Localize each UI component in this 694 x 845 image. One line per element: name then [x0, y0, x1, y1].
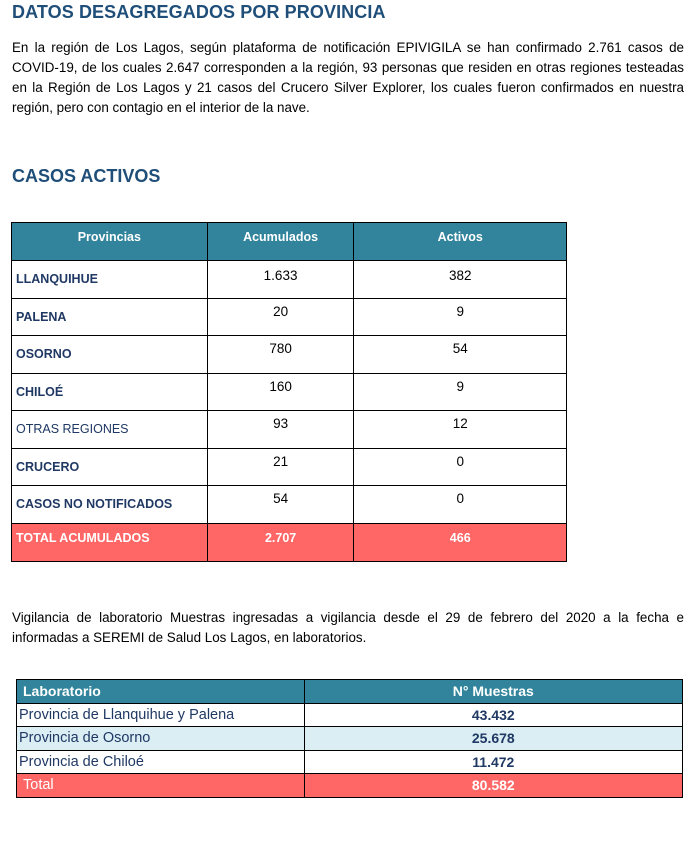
- laboratorio-cell: Provincia de Chiloé: [17, 750, 305, 774]
- provincia-cell: OTRAS REGIONES: [12, 411, 208, 449]
- activos-cell: 0: [354, 486, 567, 524]
- muestras-cell: 11.472: [304, 750, 682, 774]
- activos-cell: 0: [354, 448, 567, 486]
- activos-cell: 9: [354, 373, 567, 411]
- intro-paragraph: En la región de Los Lagos, según plataforma de notificación EPIVIGILA se han confirmado 2.761 casos de COVID-19, de los cuales 2.647 corresponden a la región, 93 personas que residen en otras regiones testeadas en la Región de Los Lagos y 21 casos del Crucero Silver Explorer, los cuales fueron confirmados en nuestra región, pero con contagio en el interior de la nave.: [12, 40, 684, 115]
- table-row: [12, 486, 567, 524]
- total-activos-cell: 466: [354, 523, 567, 561]
- acumulados-cell: 160: [207, 373, 354, 411]
- activos-cell: 9: [354, 298, 567, 336]
- total-label-cell: TOTAL ACUMULADOS: [12, 523, 208, 561]
- lab-paragraph: Vigilancia de laboratorio Muestras ingresadas a vigilancia desde el 29 de febrero del 2020 a la fecha e informadas a SEREMI de Salud Los Lagos, en laboratorios.: [12, 610, 684, 645]
- cases-table: [11, 222, 567, 562]
- section-heading-casos-activos: CASOS ACTIVOS: [12, 166, 161, 186]
- total-acumulados-cell: 2.707: [207, 523, 354, 561]
- section-heading-provincia: DATOS DESAGREGADOS POR PROVINCIA: [12, 2, 386, 22]
- activos-cell: 12: [354, 411, 567, 449]
- acumulados-cell: 780: [207, 336, 354, 374]
- provincia-cell: CRUCERO: [12, 448, 208, 486]
- table-row: [12, 373, 567, 411]
- activos-cell: 54: [354, 336, 567, 374]
- table-row: [17, 727, 683, 751]
- column-header-activos: Activos: [354, 223, 567, 261]
- provincia-cell: CHILOÉ: [12, 373, 208, 411]
- provincia-cell: PALENA: [12, 298, 208, 336]
- table-row: [12, 336, 567, 374]
- activos-cell: 382: [354, 261, 567, 299]
- table-row: [17, 750, 683, 774]
- table-row: [12, 261, 567, 299]
- acumulados-cell: 54: [207, 486, 354, 524]
- provincia-cell: CASOS NO NOTIFICADOS: [12, 486, 208, 524]
- laboratorio-cell: Provincia de Osorno: [17, 727, 305, 751]
- provincia-cell: OSORNO: [12, 336, 208, 374]
- provincia-cell: LLANQUIHUE: [12, 261, 208, 299]
- column-header-muestras: N° Muestras: [304, 680, 682, 704]
- table-row: [12, 411, 567, 449]
- total-label-cell: Total: [17, 774, 305, 798]
- total-muestras-cell: 80.582: [304, 774, 682, 798]
- lab-table: [16, 679, 683, 798]
- table-row: [12, 298, 567, 336]
- acumulados-cell: 21: [207, 448, 354, 486]
- table-row: [17, 703, 683, 727]
- cases-table-header: [12, 223, 567, 261]
- column-header-acumulados: Acumulados: [207, 223, 354, 261]
- column-header-laboratorio: Laboratorio: [17, 680, 305, 704]
- acumulados-cell: 20: [207, 298, 354, 336]
- acumulados-cell: 1.633: [207, 261, 354, 299]
- total-row: [17, 774, 683, 798]
- muestras-cell: 43.432: [304, 703, 682, 727]
- lab-table-header: [17, 680, 683, 704]
- table-row: [12, 448, 567, 486]
- muestras-cell: 25.678: [304, 727, 682, 751]
- total-row: [12, 523, 567, 561]
- column-header-provincias: Provincias: [12, 223, 208, 261]
- acumulados-cell: 93: [207, 411, 354, 449]
- laboratorio-cell: Provincia de Llanquihue y Palena: [17, 703, 305, 727]
